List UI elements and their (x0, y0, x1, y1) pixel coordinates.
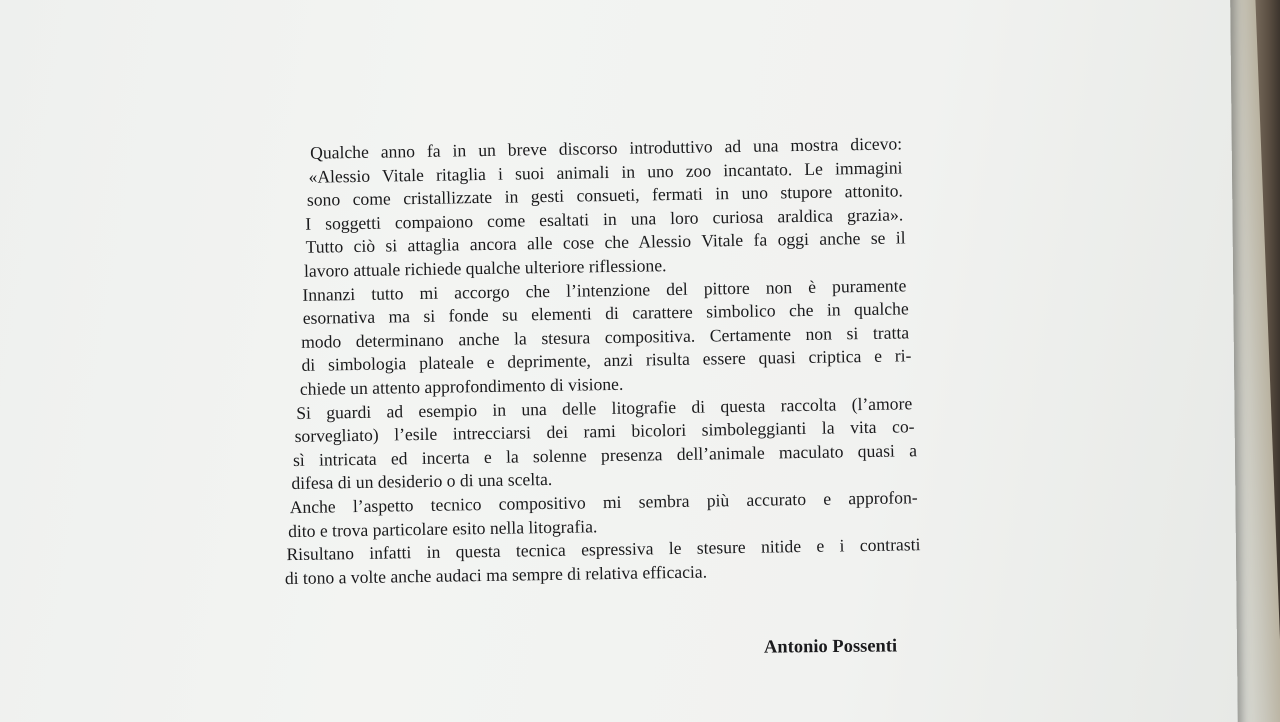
text-line: «Alessio Vitale ritaglia i suoi animali in uno zoo incantato. Le immagini (308, 157, 903, 187)
text-line: chiede un attento approfondimento di visione. (299, 373, 624, 399)
text-line: difesa di un desiderio o di una scelta. (291, 469, 553, 494)
text-line: Si guardi ad esempio in una delle litografie di questa raccolta (l’amore (296, 392, 913, 423)
text-line: sono come cristallizzate in gesti consueti, fermati in uno stupore attonito. (306, 180, 903, 210)
author-signature: Antonio Possenti (763, 636, 898, 658)
text-line: di tono a volte anche audaci ma sempre di relativa efficacia. (284, 561, 708, 588)
text-line: sorvegliato) l’esile intrecciarsi dei rami bicolori simboleggianti la vita co- (294, 416, 915, 447)
text-line: Risultano infatti in questa tecnica espressiva le stesure nitide e i contrasti (286, 534, 921, 565)
text-line: Anche l’aspetto tecnico compositivo mi sembra più accurato e approfon- (289, 487, 918, 517)
essay-text (284, 132, 927, 590)
text-line: sì intricata ed incerta e la solenne presenza dell’animale maculato quasi a (292, 439, 918, 470)
text-line: lavoro attuale richiede qualche ulteriore riflessione. (303, 255, 667, 281)
text-line: dito e trova particolare esito nella litografia. (287, 515, 598, 541)
text-line: esornativa ma si fonde su elementi di carattere simbolico che in qualche (302, 298, 909, 329)
text-line: Tutto ciò si attaglia ancora alle cose che Alessio Vitale fa oggi anche se il (305, 227, 906, 258)
text-line: I soggetti compaiono come esaltati in una loro curiosa araldica grazia». (305, 204, 904, 234)
text-line: di simbologia plateale e deprimente, anzi risulta essere quasi criptica e ri- (301, 345, 912, 376)
text-line: Qualche anno fa in un breve discorso introduttivo ad una mostra dicevo: (310, 133, 903, 163)
text-line: modo determinano anche la stesura compositiva. Certamente non si tratta (300, 322, 910, 352)
text-line: Innanzi tutto mi accorgo che l’intenzione del pittore non è puramente (302, 274, 907, 305)
